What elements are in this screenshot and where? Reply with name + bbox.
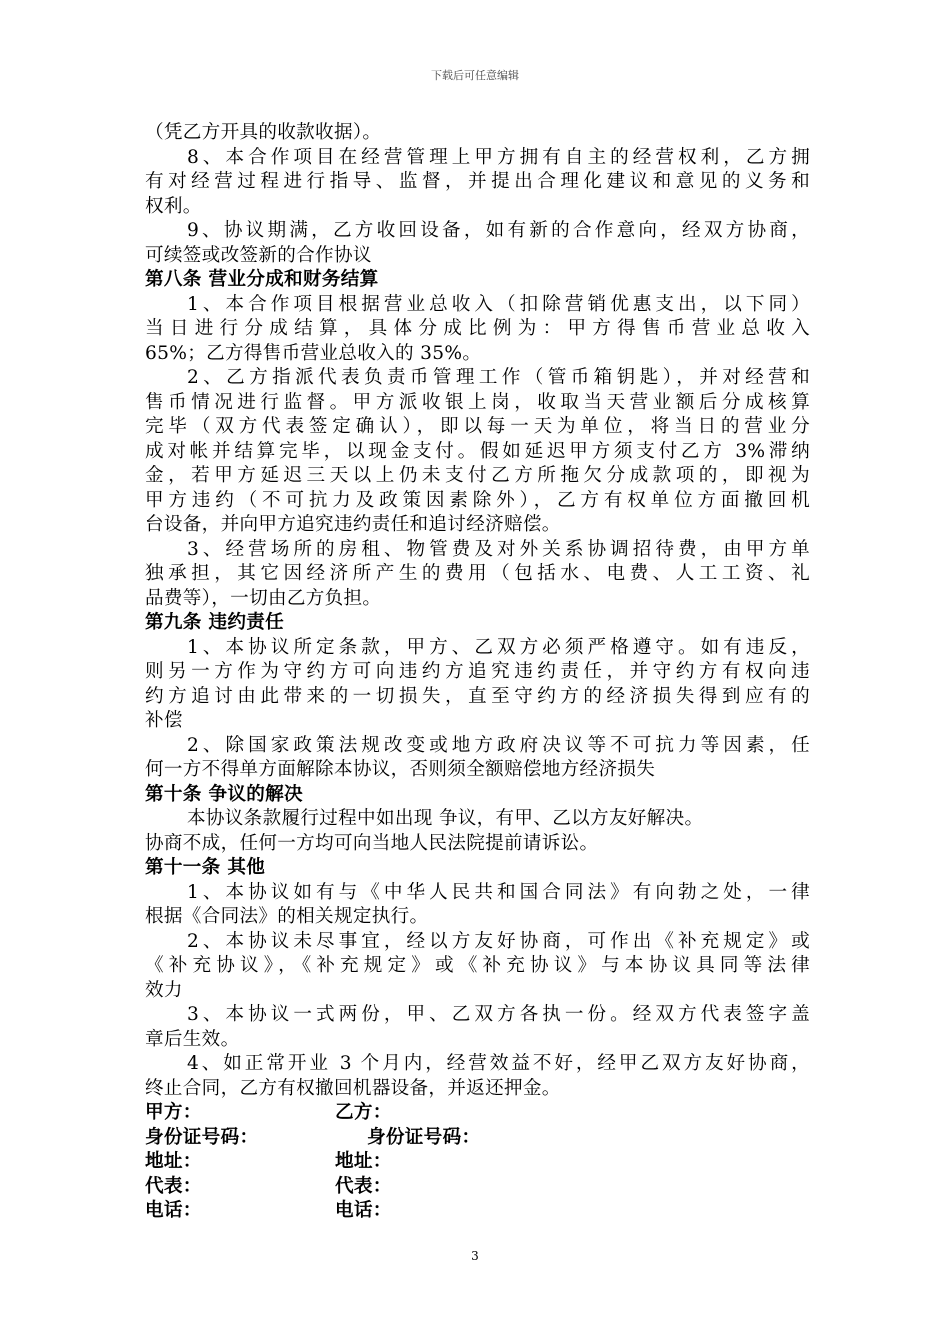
paragraph-line: 效力 — [145, 979, 183, 1001]
paragraph-line: 台设备，并向甲方追究违约责任和追讨经济赔偿。 — [145, 514, 561, 535]
article-heading: 第八条 营业分成和财务结算 — [145, 269, 379, 290]
paragraph-line: 则另一方作为守约方可向违约方追究违约责任，并守约方有权向违 — [145, 661, 810, 682]
paragraph-line: 3、经营场所的房租、物管费及对外关系协调招待费，由甲方单 — [187, 538, 810, 560]
paragraph-line: 金，若甲方延迟三天以上仍未支付乙方所拖欠分成款项的，即视为 — [145, 465, 810, 486]
paragraph-line: 完毕（双方代表签定确认），即以每一天为单位，将当日的营业分 — [145, 416, 810, 437]
signature-row-id — [145, 1126, 810, 1151]
paragraph-line: 何一方不得单方面解除本协议，否则须全额赔偿地方经济损失 — [145, 759, 656, 780]
party-b-address-label: 地址： — [335, 1151, 392, 1172]
paragraph-line: 可续签或改签新的合作协议 — [145, 244, 372, 266]
signature-row-representative — [145, 1175, 810, 1200]
paragraph-line: 《补充协议》，《补充规定》或《补充协议》与本协议具同等法律 — [145, 955, 810, 976]
party-b-phone-label: 电话： — [335, 1200, 392, 1221]
paragraph-line: 2、本协议未尽事宜，经以方友好协商，可作出《补充规定》或 — [187, 930, 810, 952]
paragraph-line: 品费等），一切由乙方负担。 — [145, 587, 382, 609]
article-heading: 第十条 争议的解决 — [145, 783, 303, 805]
paragraph-line: 4、如正常开业 3 个月内，经营效益不好，经甲乙双方友好协商， — [187, 1053, 810, 1074]
party-b-label: 乙方： — [335, 1102, 392, 1123]
paragraph-line: 终止合同，乙方有权撤回机器设备，并返还押金。 — [145, 1077, 561, 1099]
paragraph-line: 65%；乙方得售币营业总收入的 35%。 — [145, 342, 482, 364]
paragraph-line: （凭乙方开具的收款收据）。 — [145, 122, 382, 143]
paragraph-line: 当日进行分成结算，具体分成比例为：甲方得售币营业总收入 — [145, 318, 810, 339]
signature-row-party — [145, 1101, 810, 1126]
paragraph-line: 独承担，其它因经济所产生的费用（包括水、电费、人工工资、礼 — [145, 563, 810, 584]
signature-row-phone — [145, 1199, 810, 1224]
paragraph-line: 1、本协议所定条款，甲方、乙双方必须严格遵守。如有违反， — [187, 636, 810, 658]
paragraph-line: 有对经营过程进行指导、监督，并提出合理化建议和意见的义务和 — [145, 171, 810, 192]
paragraph-line: 协商不成，任何一方均可向当地人民法院提前请诉讼。 — [145, 832, 599, 854]
party-b-representative-label: 代表： — [335, 1175, 392, 1197]
paragraph-line: 2、除国家政策法规改变或地方政府决议等不可抗力等因素，任 — [187, 734, 810, 756]
party-a-label: 甲方： — [145, 1102, 202, 1123]
paragraph-line: 甲方违约（不可抗力及政策因素除外），乙方有权单位方面撤回机 — [145, 489, 810, 511]
paragraph-line: 9、协议期满，乙方收回设备，如有新的合作意向，经双方协商， — [187, 220, 810, 241]
paragraph-line: 1、本合作项目根据营业总收入（扣除营销优惠支出，以下同） — [187, 293, 810, 315]
party-a-phone-label: 电话： — [145, 1200, 202, 1221]
paragraph-line: 补偿 — [145, 710, 183, 731]
paragraph-line: 8、本合作项目在经营管理上甲方拥有自主的经营权利，乙方拥 — [187, 146, 810, 168]
document-body — [145, 121, 810, 1224]
article-heading: 第九条 违约责任 — [145, 612, 285, 633]
party-a-address-label: 地址： — [145, 1151, 202, 1172]
article-heading: 第十一条 其他 — [145, 857, 266, 878]
party-b-id-label: 身份证号码： — [367, 1126, 481, 1148]
paragraph-line: 根据《合同法》的相关规定执行。 — [145, 906, 429, 927]
party-a-representative-label: 代表： — [145, 1175, 202, 1197]
paragraph-line: 约方追讨由此带来的一切损失，直至守约方的经济损失得到应有的 — [145, 685, 810, 707]
signature-row-address — [145, 1150, 810, 1175]
paragraph-line: 3、本协议一式两份，甲、乙双方各执一份。经双方代表签字盖 — [187, 1004, 810, 1025]
page-header: 下载后可任意编辑 — [431, 69, 519, 82]
paragraph-line: 1、本协议如有与《中华人民共和国合同法》有向勃之处，一律 — [187, 881, 810, 903]
paragraph-line: 章后生效。 — [145, 1028, 240, 1050]
party-a-id-label: 身份证号码： — [145, 1126, 259, 1148]
paragraph-line: 本协议条款履行过程中如出现 争议，有甲、乙以方友好解决。 — [187, 808, 704, 829]
paragraph-line: 权利。 — [145, 195, 202, 217]
paragraph-line: 售币情况进行监督。甲方派收银上岗，收取当天营业额后分成核算 — [145, 391, 810, 413]
page-number: 3 — [471, 1249, 479, 1263]
paragraph-line: 成对帐并结算完毕，以现金支付。假如延迟甲方须支付乙方 3%滞纳 — [145, 440, 810, 462]
paragraph-line: 2、乙方指派代表负责币管理工作（管币箱钥匙），并对经营和 — [187, 367, 810, 388]
